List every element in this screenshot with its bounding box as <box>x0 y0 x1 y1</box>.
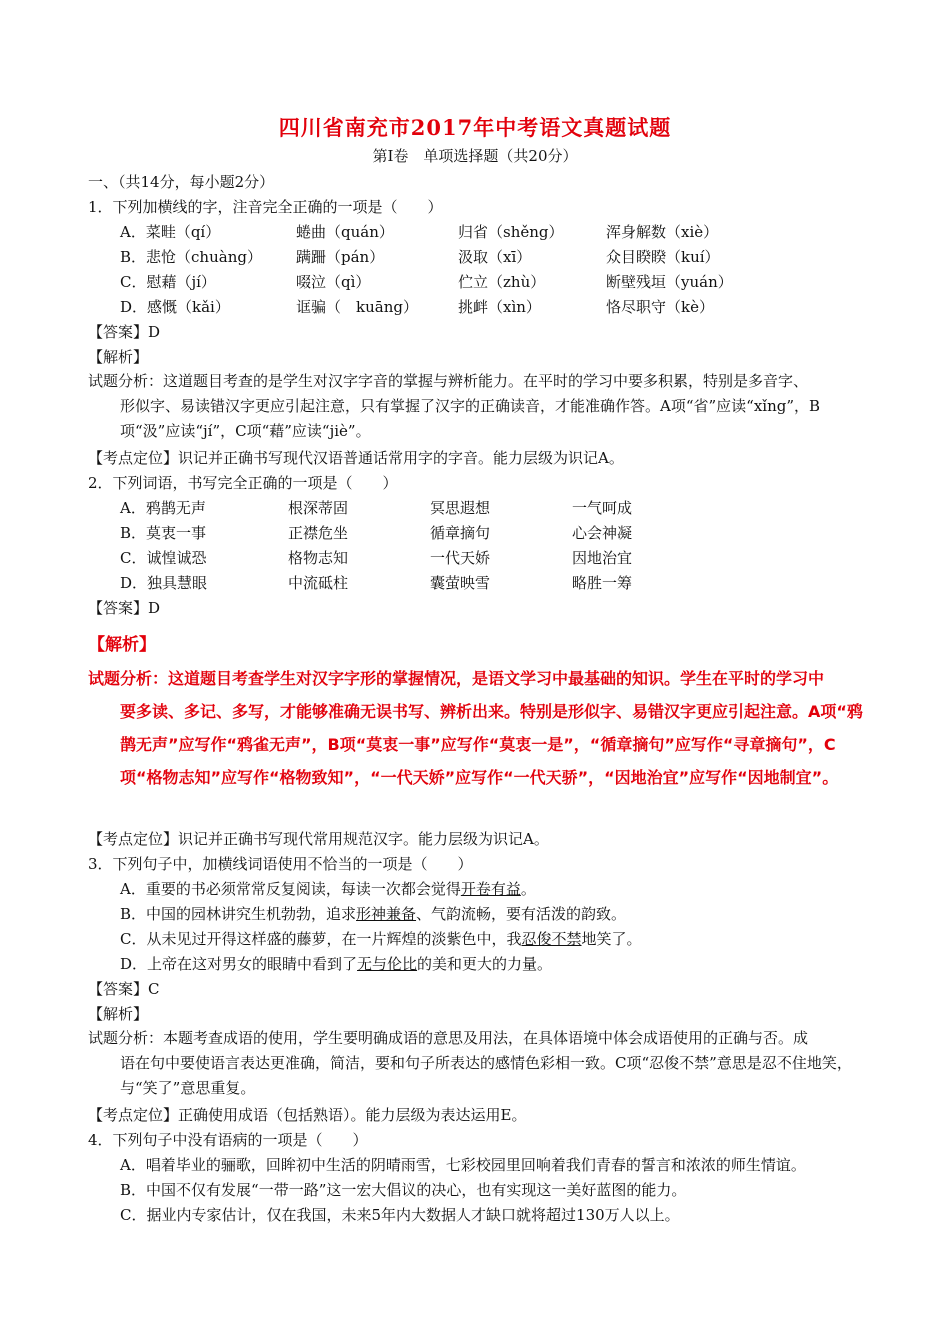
q2-stem: 2．下列词语，书写完全正确的一项是（ ） <box>88 474 398 492</box>
q3-analysis-first: 试题分析：本题考查成语的使用，学生要明确成语的意思及用法，在具体语境中体会成语使用的正确与否。成 <box>88 1029 809 1047</box>
q2-c-2: 格物志知 <box>288 549 349 567</box>
q2-c-4: 因地治宜 <box>572 549 633 567</box>
q1-stem: 1．下列加横线的字，注音完全正确的一项是（ ） <box>88 198 443 216</box>
underlined-word: 忍俊不禁 <box>521 930 582 948</box>
q2-d-3: 囊萤映雪 <box>430 574 491 592</box>
q1-c-2: 啜泣（qì） <box>296 273 371 291</box>
underlined-word: 无与伦比 <box>357 955 418 973</box>
q1-a-4: 浑身解数（xiè） <box>606 223 719 241</box>
q2-b-3: 循章摘句 <box>430 524 491 542</box>
document-title: 四川省南充市2017年中考语文真题试题 <box>278 115 672 140</box>
q2-c-1: C．诚惶诚恐 <box>120 549 207 567</box>
q2-b-1: B．莫衷一事 <box>120 524 207 542</box>
q1-analysis-first: 试题分析：这道题目考查的是学生对汉字字音的掌握与辨析能力。在平时的学习中要多积累，特别是多音字、 <box>88 372 809 390</box>
q2-b-2: 正襟危坐 <box>288 524 349 542</box>
q2-b-4: 心会神凝 <box>572 524 633 542</box>
q4-option-b: B．中国不仅有发展“一带一路”这一宏大倡议的决心，也有实现这一美好蓝图的能力。 <box>120 1181 687 1199</box>
q1-b-3: 汲取（xī） <box>458 248 532 266</box>
section-heading: 一、（共14分，每小题2分） <box>88 173 275 191</box>
q1-d-1: D．感慨（kǎi） <box>120 298 230 316</box>
q2-d-4: 略胜一筹 <box>572 574 633 592</box>
q4-option-c: C．据业内专家估计，仅在我国，未来5年内大数据人才缺口就将超过130万人以上。 <box>120 1206 680 1224</box>
q1-analysis-head: 【解析】 <box>88 348 149 366</box>
q1-d-2: 诓骗（ kuāng） <box>296 298 418 316</box>
q3-analysis <box>88 1026 868 1101</box>
q2-answer: 【答案】D <box>88 599 161 617</box>
q2-analysis-rest: 要多读、多记、多写，才能够准确无误书写、辨析出来。特别是形似字、易错汉字更应引起注意。A项“鸦鹊无声”应写作“鸦雀无声”，B项“莫衷一事”应写作“莫衷一是”，“循章摘句”应写作“寻章摘句”，C项“格物志知”应写作“格物致知”，“一代天娇”应写作“一代天骄”，“因地治宜”应写作“因地制宜”。 <box>120 702 863 787</box>
q4-option-a: A．唱着毕业的骊歌，回眸初中生活的阴晴雨雪，七彩校园里回响着我们青春的誓言和浓浓的师生情谊。 <box>120 1156 806 1174</box>
q2-point: 【考点定位】识记并正确书写现代常用规范汉字。能力层级为识记A。 <box>88 830 549 848</box>
document-subtitle: 第Ⅰ卷 单项选择题（共20分） <box>372 147 578 165</box>
q1-analysis <box>88 369 868 444</box>
q1-point: 【考点定位】识记并正确书写现代汉语普通话常用字的字音。能力层级为识记A。 <box>88 449 624 467</box>
q1-analysis-rest: 形似字、易读错汉字更应引起注意，只有掌握了汉字的正确读音，才能准确作答。A项“省”应读“xǐng”，B项“汲”应读“jí”，C项“藉”应读“jiè”。 <box>120 397 821 440</box>
q2-a-4: 一气呵成 <box>572 499 633 517</box>
q1-a-3: 归省（shěng） <box>458 223 564 241</box>
q3-option-d: D．上帝在这对男女的眼睛中看到了无与伦比的美和更大的力量。 <box>120 955 553 973</box>
q4-stem: 4．下列句子中没有语病的一项是（ ） <box>88 1131 368 1149</box>
q2-analysis-head: 【解析】 <box>88 635 156 655</box>
q1-c-1: C．慰藉（jí） <box>120 273 216 291</box>
q3-option-c: C．从未见过开得这样盛的藤萝，在一片辉煌的淡紫色中，我忍俊不禁地笑了。 <box>120 930 642 948</box>
q3-analysis-head: 【解析】 <box>88 1005 149 1023</box>
q1-c-3: 伫立（zhù） <box>458 273 546 291</box>
q2-d-2: 中流砥柱 <box>288 574 349 592</box>
q2-analysis-first: 试题分析：这道题目考查学生对汉字字形的掌握情况，是语文学习中最基础的知识。学生在平时的学习中 <box>88 669 825 688</box>
q2-a-2: 根深蒂固 <box>288 499 349 517</box>
q1-b-2: 蹒跚（pán） <box>296 248 385 266</box>
q1-a-2: 蜷曲（quán） <box>296 223 394 241</box>
q3-answer: 【答案】C <box>88 980 160 998</box>
q2-c-3: 一代天娇 <box>430 549 491 567</box>
q1-a-1: A．菜畦（qí） <box>120 223 221 241</box>
q1-b-4: 众目睽睽（kuí） <box>606 248 720 266</box>
q1-answer: 【答案】D <box>88 323 161 341</box>
q3-stem: 3．下列句子中，加横线词语使用不恰当的一项是（ ） <box>88 855 473 873</box>
q1-d-3: 挑衅（xìn） <box>458 298 541 316</box>
q3-option-b: B．中国的园林讲究生机勃勃，追求形神兼备、气韵流畅，要有活泼的韵致。 <box>120 905 627 923</box>
q3-analysis-rest: 语在句中要使语言表达更准确，简洁，要和句子所表达的感情色彩相一致。C项“忍俊不禁”意思是忍不住地笑，与“笑了”意思重复。 <box>120 1054 852 1097</box>
q1-b-1: B．悲怆（chuàng） <box>120 248 262 266</box>
underlined-word: 形神兼备 <box>356 905 417 923</box>
q2-analysis <box>88 662 868 794</box>
q2-d-1: D．独具慧眼 <box>120 574 208 592</box>
underlined-word: 开卷有益 <box>460 880 521 898</box>
q3-option-a: A．重要的书必须常常反复阅读，每读一次都会觉得开卷有益。 <box>120 880 536 898</box>
q1-d-4: 恪尽职守（kè） <box>606 298 714 316</box>
q3-point: 【考点定位】正确使用成语（包括熟语）。能力层级为表达运用E。 <box>88 1106 527 1124</box>
q2-a-1: A．鸦鹊无声 <box>120 499 206 517</box>
q1-c-4: 断壁残垣（yuán） <box>606 273 733 291</box>
q2-a-3: 冥思遐想 <box>430 499 491 517</box>
